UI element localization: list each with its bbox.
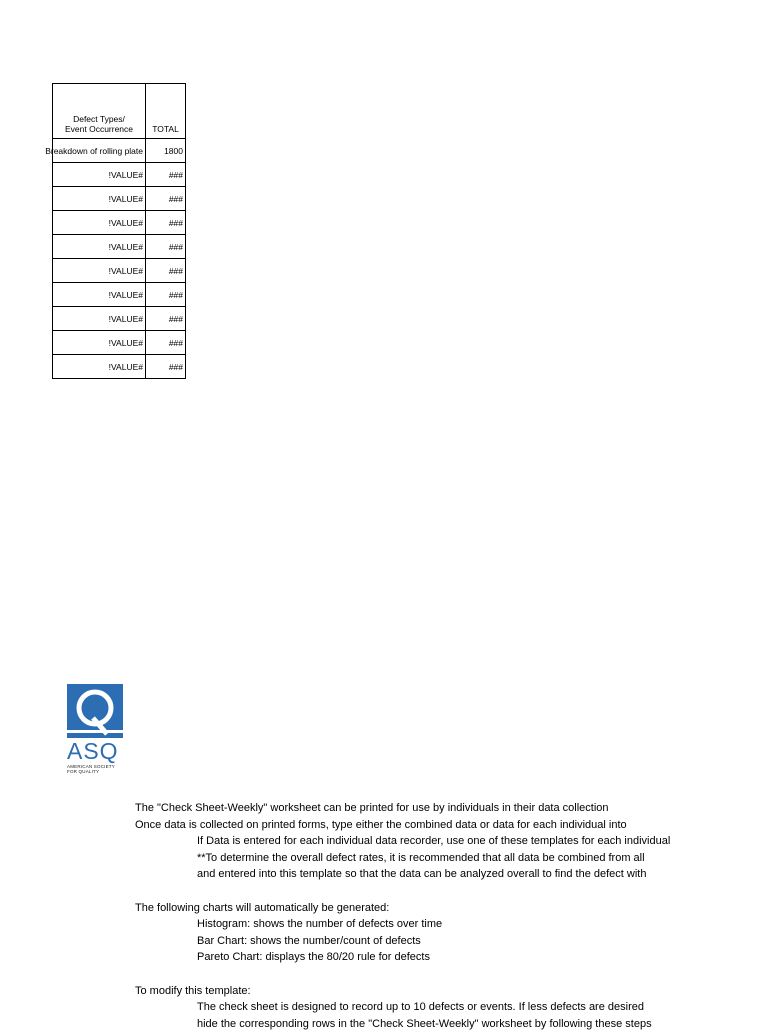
defect-type-cell[interactable]: [53, 355, 146, 379]
defect-type-cell[interactable]: [53, 307, 146, 331]
defect-type-cell[interactable]: [53, 259, 146, 283]
table-row: [53, 139, 186, 163]
defect-type-cell[interactable]: [53, 283, 146, 307]
defect-type-cell[interactable]: [53, 235, 146, 259]
defect-type-cell[interactable]: [53, 187, 146, 211]
defect-type-cell[interactable]: [53, 163, 146, 187]
asq-logo: [67, 684, 129, 774]
defect-header-line2: Event Occurrence: [65, 124, 133, 134]
defect-type-value: Breakdown of rolling plate: [55, 146, 143, 156]
defect-type-value: #VALUE!: [55, 338, 143, 348]
instruction-line: If Data is entered for each individual data recorder, use one of these templates for each individual: [135, 833, 698, 850]
total-cell[interactable]: ###: [146, 235, 186, 259]
charts-heading: The following charts will automatically be generated:: [135, 900, 698, 917]
table-row: [53, 187, 186, 211]
defect-type-value: #VALUE!: [55, 362, 143, 372]
logo-subtitle-line1: AMERICAN SOCIETY: [67, 764, 129, 769]
spacer: [135, 966, 698, 983]
instructions-text: [135, 800, 698, 1032]
chart-list-item: Pareto Chart: displays the 80/20 rule for defects: [135, 949, 698, 966]
defect-header-line1: Defect Types/: [73, 114, 125, 124]
instruction-line: Once data is collected on printed forms, type either the combined data or data for each individual into: [135, 817, 698, 834]
chart-list-item: Bar Chart: shows the number/count of defects: [135, 933, 698, 950]
total-cell[interactable]: ###: [146, 163, 186, 187]
defect-type-cell[interactable]: [53, 331, 146, 355]
defect-type-value: #VALUE!: [55, 290, 143, 300]
total-cell[interactable]: ###: [146, 259, 186, 283]
logo-subtitle-line2: FOR QUALITY: [67, 769, 129, 774]
defect-summary-table: [52, 83, 186, 379]
chart-list-item: Histogram: shows the number of defects over time: [135, 916, 698, 933]
spacer: [135, 883, 698, 900]
total-header[interactable]: TOTAL: [146, 84, 186, 139]
asq-q-mark-icon: [67, 684, 123, 738]
defect-type-value: #VALUE!: [55, 242, 143, 252]
table-row: [53, 307, 186, 331]
table-row: [53, 259, 186, 283]
defect-type-cell[interactable]: [53, 139, 146, 163]
table-row: [53, 211, 186, 235]
total-cell[interactable]: ###: [146, 211, 186, 235]
defect-type-value: #VALUE!: [55, 218, 143, 228]
defect-type-value: #VALUE!: [55, 266, 143, 276]
total-cell[interactable]: ###: [146, 355, 186, 379]
defect-type-cell[interactable]: [53, 211, 146, 235]
table-header-row: [53, 84, 186, 139]
modify-heading: To modify this template:: [135, 983, 698, 1000]
instruction-line: hide the corresponding rows in the "Check Sheet-Weekly" worksheet by following these steps: [135, 1016, 698, 1032]
defect-type-value: #VALUE!: [55, 314, 143, 324]
total-cell[interactable]: ###: [146, 187, 186, 211]
total-cell[interactable]: 1800: [146, 139, 186, 163]
logo-wordmark: ASQ: [67, 738, 129, 764]
table-row: [53, 283, 186, 307]
instruction-line: The check sheet is designed to record up to 10 defects or events. If less defects are desired: [135, 999, 698, 1016]
total-cell[interactable]: ###: [146, 283, 186, 307]
table-row: [53, 331, 186, 355]
defect-types-header[interactable]: [53, 84, 146, 139]
table-row: [53, 235, 186, 259]
instruction-line: **To determine the overall defect rates, it is recommended that all data be combined from all: [135, 850, 698, 867]
defect-type-value: #VALUE!: [55, 170, 143, 180]
defect-type-value: #VALUE!: [55, 194, 143, 204]
table-row: [53, 163, 186, 187]
table-row: [53, 355, 186, 379]
instruction-line: and entered into this template so that the data can be analyzed overall to find the defect with: [135, 866, 698, 883]
instruction-line: The "Check Sheet-Weekly" worksheet can be printed for use by individuals in their data collection: [135, 800, 698, 817]
total-cell[interactable]: ###: [146, 331, 186, 355]
total-cell[interactable]: ###: [146, 307, 186, 331]
